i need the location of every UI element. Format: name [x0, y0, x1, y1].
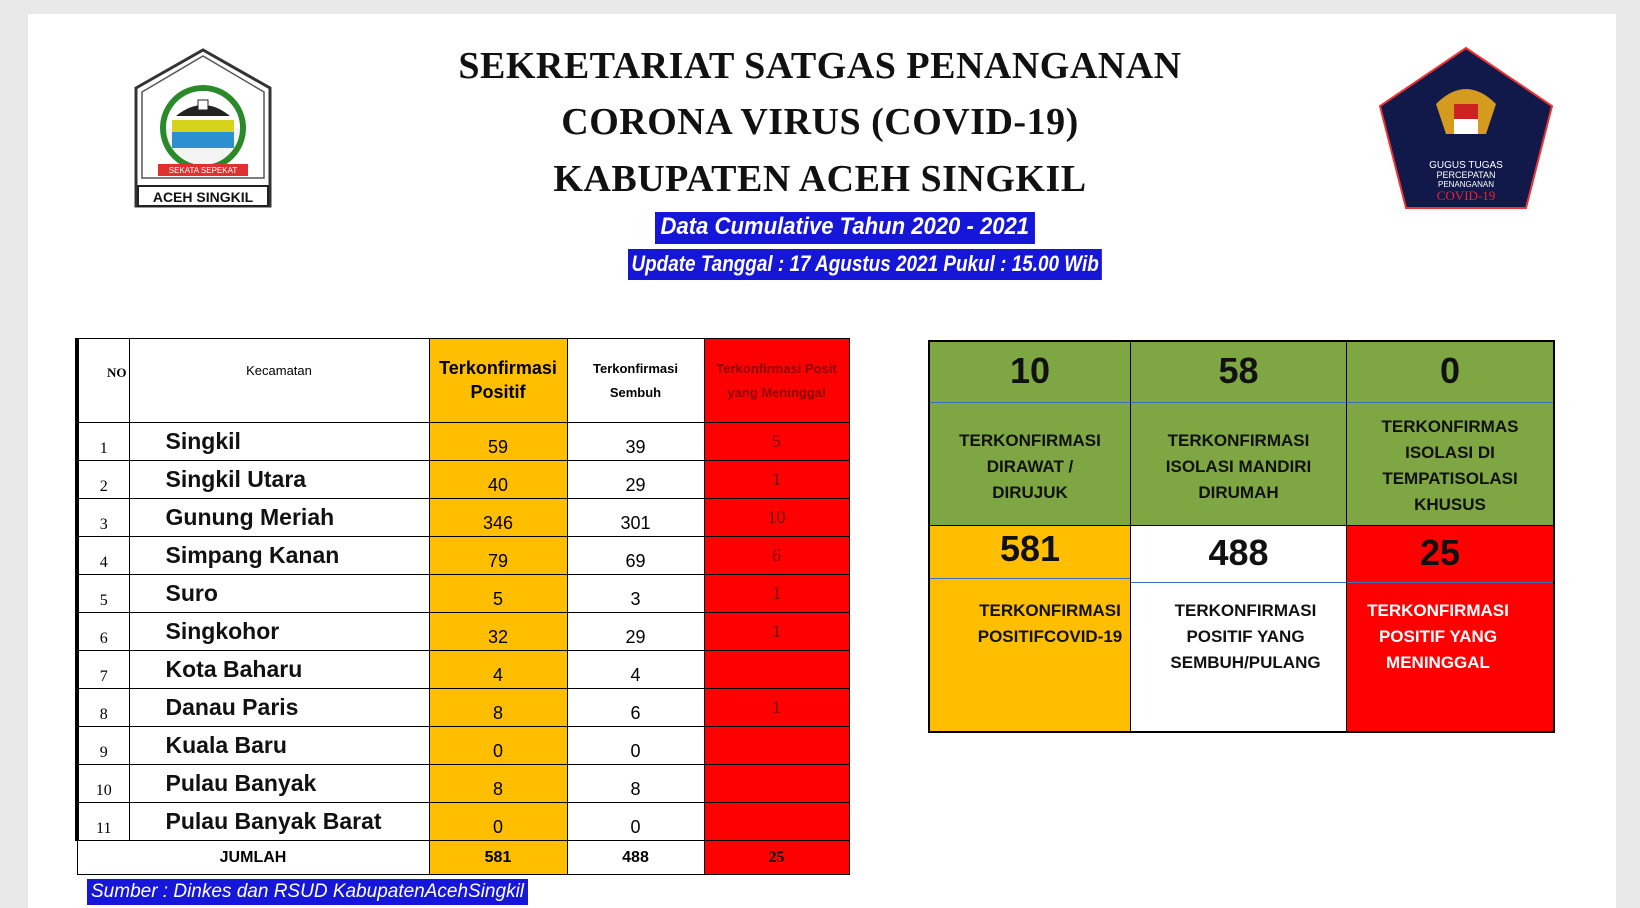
summary-positif	[930, 526, 1131, 731]
row-positif: 79	[429, 537, 567, 575]
row-no: 9	[77, 727, 129, 765]
summary-sembuh-label: TERKONFIRMASI POSITIF YANG SEMBUH/PULANG	[1170, 601, 1321, 672]
row-sembuh: 29	[567, 613, 704, 651]
row-no: 2	[77, 461, 129, 499]
row-kecamatan: Danau Paris	[129, 689, 429, 727]
summary-dirawat-value: 10	[1009, 350, 1051, 391]
row-positif: 40	[429, 461, 567, 499]
table-total-row	[77, 841, 849, 875]
summary-dirawat-label: TERKONFIRMASI DIRAWAT / DIRUJUK	[959, 431, 1101, 502]
table-row	[77, 499, 849, 537]
table-row	[77, 537, 849, 575]
header-positif: Terkonfirmasi Positif	[429, 339, 567, 423]
row-no: 7	[77, 651, 129, 689]
update-banner: Update Tanggal : 17 Agustus 2021 Pukul : 15.00 Wib	[628, 249, 1102, 280]
table-row	[77, 613, 849, 651]
header-no: NO	[77, 339, 129, 423]
row-meninggal: 1	[704, 689, 849, 727]
row-sembuh: 29	[567, 461, 704, 499]
table-row	[77, 423, 849, 461]
summary-grid	[928, 340, 1555, 733]
row-sembuh: 301	[567, 499, 704, 537]
table-row	[77, 689, 849, 727]
total-positif: 581	[429, 841, 567, 875]
row-kecamatan: Singkohor	[129, 613, 429, 651]
row-positif: 59	[429, 423, 567, 461]
header-kecamatan: Kecamatan	[129, 339, 429, 423]
table-row	[77, 765, 849, 803]
summary-meninggal	[1347, 526, 1553, 731]
summary-isolasi-mandiri	[1131, 342, 1347, 525]
row-kecamatan: Pulau Banyak	[129, 765, 429, 803]
aceh-singkil-emblem	[132, 48, 274, 220]
summary-isolasi-khusus-value: 0	[1439, 350, 1461, 391]
row-meninggal: 10	[704, 499, 849, 537]
row-no: 5	[77, 575, 129, 613]
row-kecamatan: Gunung Meriah	[129, 499, 429, 537]
total-meninggal: 25	[704, 841, 849, 875]
title-line-1: SEKRETARIAT SATGAS PENANGANAN	[458, 45, 1182, 87]
row-meninggal: 6	[704, 537, 849, 575]
summary-meninggal-value: 25	[1419, 532, 1461, 573]
row-kecamatan: Singkil	[129, 423, 429, 461]
row-no: 6	[77, 613, 129, 651]
table-row	[77, 803, 849, 841]
table-row	[77, 727, 849, 765]
row-kecamatan: Kota Baharu	[129, 651, 429, 689]
summary-sembuh-value: 488	[1208, 532, 1269, 573]
summary-isolasi-mandiri-label: TERKONFIRMASI ISOLASI MANDIRI DIRUMAH	[1165, 431, 1312, 502]
row-meninggal	[704, 651, 849, 689]
gugus-tugas-covid-logo	[1376, 44, 1556, 214]
row-kecamatan: Suro	[129, 575, 429, 613]
header-sembuh: Terkonfirmasi Sembuh	[567, 339, 704, 423]
row-positif: 346	[429, 499, 567, 537]
row-sembuh: 3	[567, 575, 704, 613]
table-row	[77, 575, 849, 613]
row-kecamatan: Kuala Baru	[129, 727, 429, 765]
row-positif: 5	[429, 575, 567, 613]
row-sembuh: 8	[567, 765, 704, 803]
subtitle-banner: Data Cumulative Tahun 2020 - 2021	[655, 212, 1035, 244]
table-row	[77, 651, 849, 689]
row-meninggal: 1	[704, 613, 849, 651]
row-kecamatan: Simpang Kanan	[129, 537, 429, 575]
row-sembuh: 0	[567, 727, 704, 765]
summary-isolasi-khusus-label: TERKONFIRMAS ISOLASI DI TEMPATISOLASI KHUSUS	[1381, 417, 1519, 514]
svg-text:PENANGANAN: PENANGANAN	[1437, 180, 1495, 189]
summary-positif-value: 581	[999, 528, 1061, 569]
row-meninggal	[704, 727, 849, 765]
title-line-3: KABUPATEN ACEH SINGKIL	[553, 158, 1087, 200]
row-no: 3	[77, 499, 129, 537]
summary-meninggal-label: TERKONFIRMASI POSITIF YANG MENINGGAL	[1367, 601, 1509, 672]
row-positif: 0	[429, 727, 567, 765]
table-row	[77, 461, 849, 499]
row-kecamatan: Singkil Utara	[129, 461, 429, 499]
row-positif: 8	[429, 765, 567, 803]
row-kecamatan: Pulau Banyak Barat	[129, 803, 429, 841]
summary-dirawat	[930, 342, 1131, 525]
header-meninggal: Terkonfirmasi Posit yang Meninggal	[704, 339, 849, 423]
row-no: 8	[77, 689, 129, 727]
row-no: 1	[77, 423, 129, 461]
row-sembuh: 0	[567, 803, 704, 841]
svg-text:ACEH SINGKIL: ACEH SINGKIL	[152, 189, 254, 205]
kecamatan-table	[75, 338, 850, 875]
logo-text-1: GUGUS TUGAS	[1429, 160, 1503, 171]
summary-isolasi-mandiri-value: 58	[1218, 350, 1259, 391]
summary-isolasi-khusus	[1347, 342, 1553, 525]
row-meninggal: 5	[704, 423, 849, 461]
row-meninggal: 1	[704, 575, 849, 613]
table-header-row	[77, 339, 849, 423]
row-meninggal	[704, 803, 849, 841]
row-no: 11	[77, 803, 129, 841]
row-positif: 8	[429, 689, 567, 727]
row-positif: 32	[429, 613, 567, 651]
source-note: Sumber : Dinkes dan RSUD KabupatenAcehSingkil	[87, 879, 528, 905]
total-sembuh: 488	[567, 841, 704, 875]
row-no: 10	[77, 765, 129, 803]
row-meninggal	[704, 765, 849, 803]
total-label: JUMLAH	[77, 841, 429, 875]
row-meninggal: 1	[704, 461, 849, 499]
row-no: 4	[77, 537, 129, 575]
row-positif: 4	[429, 651, 567, 689]
row-sembuh: 39	[567, 423, 704, 461]
svg-text:COVID-19: COVID-19	[1436, 188, 1496, 203]
svg-text:SEKATA SEPEKAT: SEKATA SEPEKAT	[168, 166, 238, 175]
row-sembuh: 4	[567, 651, 704, 689]
svg-text:PERCEPATAN: PERCEPATAN	[1436, 170, 1496, 180]
summary-positif-label: TERKONFIRMASI POSITIFCOVID-19	[977, 601, 1123, 646]
row-positif: 0	[429, 803, 567, 841]
summary-sembuh	[1131, 526, 1347, 731]
row-sembuh: 6	[567, 689, 704, 727]
row-sembuh: 69	[567, 537, 704, 575]
title-line-2: CORONA VIRUS (COVID-19)	[561, 101, 1079, 143]
